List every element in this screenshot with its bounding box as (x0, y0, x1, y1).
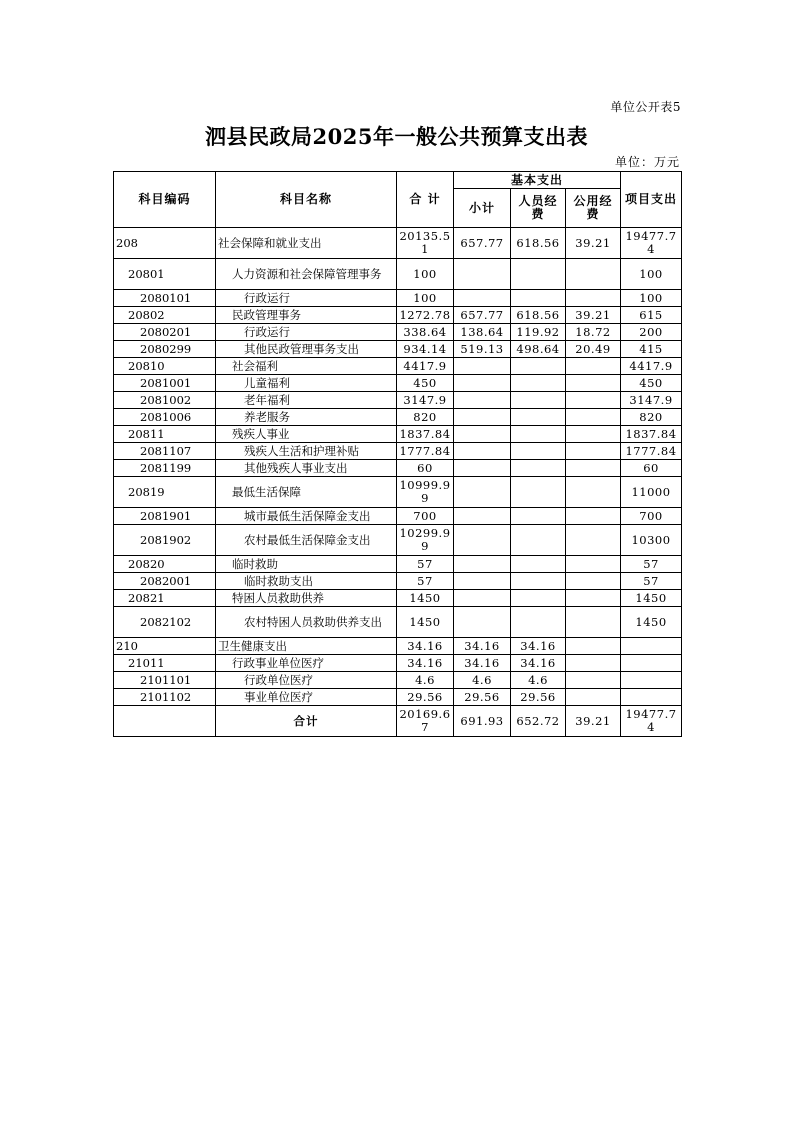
row-project: 60 (621, 460, 682, 477)
row-public (566, 409, 621, 426)
row-public: 18.72 (566, 324, 621, 341)
row-personnel (511, 573, 566, 590)
row-total: 3147.9 (397, 392, 454, 409)
row-personnel (511, 290, 566, 307)
row-public (566, 573, 621, 590)
row-code: 2082001 (114, 573, 216, 590)
row-code: 20810 (114, 358, 216, 375)
row-public (566, 375, 621, 392)
row-project (621, 689, 682, 706)
row-name: 农村特困人员救助供养支出 (216, 607, 397, 638)
total-subtotal: 691.93 (454, 706, 511, 737)
row-subtotal (454, 477, 511, 508)
row-public (566, 392, 621, 409)
row-name: 行政运行 (216, 290, 397, 307)
row-public (566, 259, 621, 290)
row-public: 39.21 (566, 228, 621, 259)
row-code: 20819 (114, 477, 216, 508)
row-name: 卫生健康支出 (216, 638, 397, 655)
row-subtotal (454, 443, 511, 460)
row-project: 100 (621, 290, 682, 307)
row-project: 10300 (621, 525, 682, 556)
row-total: 100 (397, 259, 454, 290)
table-row (114, 573, 682, 590)
row-total: 338.64 (397, 324, 454, 341)
row-name: 其他民政管理事务支出 (216, 341, 397, 358)
row-personnel: 119.92 (511, 324, 566, 341)
total-project: 19477.74 (621, 706, 682, 737)
row-name: 残疾人事业 (216, 426, 397, 443)
row-project (621, 655, 682, 672)
row-total: 4.6 (397, 672, 454, 689)
row-total: 1450 (397, 607, 454, 638)
row-personnel (511, 607, 566, 638)
row-total: 4417.9 (397, 358, 454, 375)
table-row (114, 426, 682, 443)
unit-label: 单位：万元 (614, 155, 680, 169)
row-total: 1272.78 (397, 307, 454, 324)
header-name: 科目名称 (216, 172, 397, 228)
row-personnel (511, 525, 566, 556)
table-row (114, 392, 682, 409)
row-subtotal (454, 409, 511, 426)
row-personnel (511, 358, 566, 375)
table-row (114, 375, 682, 392)
row-public (566, 638, 621, 655)
row-public: 20.49 (566, 341, 621, 358)
row-personnel: 618.56 (511, 307, 566, 324)
row-personnel: 4.6 (511, 672, 566, 689)
row-subtotal (454, 259, 511, 290)
row-name: 行政单位医疗 (216, 672, 397, 689)
row-project: 57 (621, 573, 682, 590)
row-public (566, 672, 621, 689)
row-subtotal (454, 375, 511, 392)
row-total: 34.16 (397, 638, 454, 655)
row-name: 行政运行 (216, 324, 397, 341)
row-project: 415 (621, 341, 682, 358)
row-code: 2080101 (114, 290, 216, 307)
table-row (114, 638, 682, 655)
row-total: 57 (397, 556, 454, 573)
row-public (566, 525, 621, 556)
row-total: 20135.51 (397, 228, 454, 259)
row-personnel: 29.56 (511, 689, 566, 706)
table-number-label: 单位公开表5 (610, 100, 681, 114)
page-title: 泗县民政局2025年一般公共预算支出表 (205, 124, 588, 149)
table-row (114, 409, 682, 426)
header-public: 公用经费 (566, 189, 621, 228)
row-project: 57 (621, 556, 682, 573)
row-personnel: 618.56 (511, 228, 566, 259)
row-total: 1450 (397, 590, 454, 607)
table-row (114, 672, 682, 689)
row-public (566, 556, 621, 573)
row-subtotal (454, 358, 511, 375)
row-name: 社会保障和就业支出 (216, 228, 397, 259)
table-row (114, 525, 682, 556)
row-subtotal (454, 392, 511, 409)
row-total: 57 (397, 573, 454, 590)
table-row (114, 460, 682, 477)
row-personnel (511, 590, 566, 607)
row-code: 20821 (114, 590, 216, 607)
row-subtotal (454, 590, 511, 607)
row-name: 儿童福利 (216, 375, 397, 392)
row-code: 2080201 (114, 324, 216, 341)
table-row (114, 228, 682, 259)
table-row (114, 607, 682, 638)
row-code: 2101101 (114, 672, 216, 689)
row-personnel (511, 443, 566, 460)
row-total: 34.16 (397, 655, 454, 672)
row-project (621, 638, 682, 655)
row-public (566, 426, 621, 443)
row-name: 行政事业单位医疗 (216, 655, 397, 672)
row-code: 2081006 (114, 409, 216, 426)
row-project: 700 (621, 508, 682, 525)
row-subtotal (454, 508, 511, 525)
row-subtotal: 519.13 (454, 341, 511, 358)
row-project: 100 (621, 259, 682, 290)
row-total: 29.56 (397, 689, 454, 706)
row-personnel: 34.16 (511, 655, 566, 672)
header-total: 合 计 (397, 172, 454, 228)
row-public (566, 689, 621, 706)
row-total: 934.14 (397, 341, 454, 358)
row-total: 10299.99 (397, 525, 454, 556)
row-project: 1777.84 (621, 443, 682, 460)
row-project (621, 672, 682, 689)
row-code: 21011 (114, 655, 216, 672)
row-name: 人力资源和社会保障管理事务 (216, 259, 397, 290)
row-total: 700 (397, 508, 454, 525)
row-subtotal: 34.16 (454, 638, 511, 655)
row-code: 20802 (114, 307, 216, 324)
row-personnel: 498.64 (511, 341, 566, 358)
row-total: 450 (397, 375, 454, 392)
row-code: 2081901 (114, 508, 216, 525)
total-personnel: 652.72 (511, 706, 566, 737)
header-code: 科目编码 (114, 172, 216, 228)
row-name: 临时救助支出 (216, 573, 397, 590)
row-name: 临时救助 (216, 556, 397, 573)
row-subtotal (454, 290, 511, 307)
table-row (114, 556, 682, 573)
row-personnel (511, 409, 566, 426)
table-row (114, 324, 682, 341)
row-subtotal: 657.77 (454, 307, 511, 324)
table-row (114, 689, 682, 706)
row-subtotal (454, 426, 511, 443)
row-name: 老年福利 (216, 392, 397, 409)
row-public: 39.21 (566, 307, 621, 324)
row-public (566, 460, 621, 477)
row-project: 19477.74 (621, 228, 682, 259)
row-total: 820 (397, 409, 454, 426)
row-personnel (511, 556, 566, 573)
header-basic: 基本支出 (454, 172, 621, 189)
row-name: 城市最低生活保障金支出 (216, 508, 397, 525)
row-personnel (511, 460, 566, 477)
row-total: 60 (397, 460, 454, 477)
row-code: 208 (114, 228, 216, 259)
row-name: 最低生活保障 (216, 477, 397, 508)
total-total: 20169.67 (397, 706, 454, 737)
row-total: 100 (397, 290, 454, 307)
row-name: 民政管理事务 (216, 307, 397, 324)
total-public: 39.21 (566, 706, 621, 737)
header-subtotal: 小计 (454, 189, 511, 228)
header-project: 项目支出 (621, 172, 682, 228)
row-subtotal: 657.77 (454, 228, 511, 259)
row-public (566, 358, 621, 375)
total-code (114, 706, 216, 737)
row-project: 4417.9 (621, 358, 682, 375)
table-row (114, 290, 682, 307)
row-subtotal (454, 556, 511, 573)
row-code: 2080299 (114, 341, 216, 358)
row-code: 2081107 (114, 443, 216, 460)
row-total: 1777.84 (397, 443, 454, 460)
row-project: 450 (621, 375, 682, 392)
table-row (114, 590, 682, 607)
row-name: 其他残疾人事业支出 (216, 460, 397, 477)
row-personnel (511, 426, 566, 443)
row-subtotal (454, 460, 511, 477)
row-project: 1837.84 (621, 426, 682, 443)
row-code: 2081002 (114, 392, 216, 409)
row-code: 2081902 (114, 525, 216, 556)
row-total: 1837.84 (397, 426, 454, 443)
row-project: 1450 (621, 607, 682, 638)
row-personnel: 34.16 (511, 638, 566, 655)
row-name: 特困人员救助供养 (216, 590, 397, 607)
row-personnel (511, 259, 566, 290)
row-public (566, 477, 621, 508)
row-public (566, 508, 621, 525)
row-total: 10999.99 (397, 477, 454, 508)
row-code: 2081199 (114, 460, 216, 477)
row-public (566, 443, 621, 460)
row-code: 20811 (114, 426, 216, 443)
row-public (566, 607, 621, 638)
row-code: 2081001 (114, 375, 216, 392)
row-project: 11000 (621, 477, 682, 508)
total-label: 合计 (216, 706, 397, 737)
row-personnel (511, 392, 566, 409)
table-row (114, 307, 682, 324)
table-row (114, 259, 682, 290)
row-personnel (511, 508, 566, 525)
budget-table (113, 171, 682, 737)
row-public (566, 655, 621, 672)
row-project: 1450 (621, 590, 682, 607)
row-public (566, 290, 621, 307)
row-name: 社会福利 (216, 358, 397, 375)
table-row (114, 477, 682, 508)
row-project: 820 (621, 409, 682, 426)
table-row (114, 443, 682, 460)
row-project: 200 (621, 324, 682, 341)
row-subtotal (454, 573, 511, 590)
row-subtotal: 138.64 (454, 324, 511, 341)
row-code: 210 (114, 638, 216, 655)
table-row (114, 358, 682, 375)
row-personnel (511, 375, 566, 392)
header-personnel: 人员经费 (511, 189, 566, 228)
table-row (114, 655, 682, 672)
row-subtotal: 4.6 (454, 672, 511, 689)
total-row (114, 706, 682, 737)
row-code: 2101102 (114, 689, 216, 706)
row-name: 养老服务 (216, 409, 397, 426)
row-code: 20801 (114, 259, 216, 290)
row-public (566, 590, 621, 607)
row-subtotal (454, 607, 511, 638)
row-name: 农村最低生活保障金支出 (216, 525, 397, 556)
row-project: 3147.9 (621, 392, 682, 409)
row-project: 615 (621, 307, 682, 324)
row-subtotal: 29.56 (454, 689, 511, 706)
row-subtotal (454, 525, 511, 556)
row-subtotal: 34.16 (454, 655, 511, 672)
row-personnel (511, 477, 566, 508)
row-code: 2082102 (114, 607, 216, 638)
table-row (114, 508, 682, 525)
row-name: 事业单位医疗 (216, 689, 397, 706)
row-code: 20820 (114, 556, 216, 573)
table-row (114, 341, 682, 358)
table-body (114, 228, 682, 706)
row-name: 残疾人生活和护理补贴 (216, 443, 397, 460)
